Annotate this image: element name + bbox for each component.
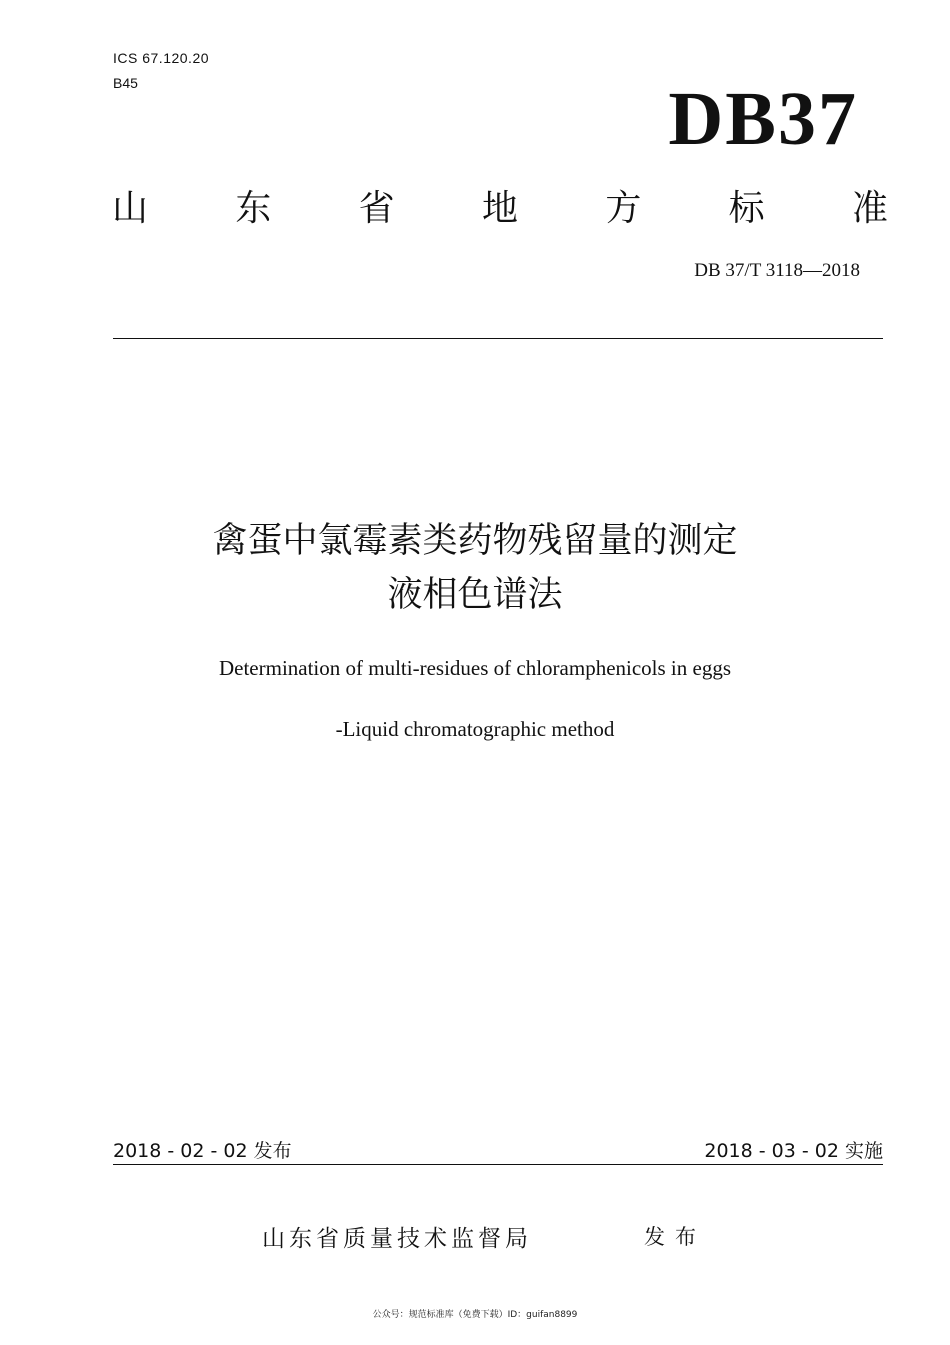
issue-date: 2018 - 02 - 02 发布 — [113, 1140, 292, 1162]
standard-type-char: 标 — [728, 188, 765, 229]
chinese-title-line-2: 液相色谱法 — [387, 575, 563, 615]
ccs-code: B45 — [113, 75, 138, 91]
issuing-authority: 山东省质量技术监督局 — [262, 1226, 532, 1252]
top-divider — [113, 338, 883, 339]
standard-type-heading — [112, 184, 888, 234]
standard-type-char: 地 — [481, 188, 518, 229]
publish-label: 发布 — [644, 1225, 706, 1249]
footer-note: 公众号：规范标准库（免费下载）ID：guifan8899 — [372, 1310, 578, 1320]
english-title-line-1: Determination of multi-residues of chloramphenicols in eggs — [218, 656, 732, 680]
ics-code: ICS 67.120.20 — [113, 50, 210, 66]
standard-type-char: 东 — [235, 188, 272, 229]
standard-mark: DB37 — [668, 77, 858, 161]
chinese-title-line-1: 禽蛋中氯霉素类药物残留量的测定 — [212, 521, 738, 561]
chinese-title — [0, 514, 950, 622]
standard-number: DB 37/T 3118—2018 — [694, 260, 860, 281]
standard-type-char: 省 — [358, 188, 395, 229]
standard-type-char: 方 — [605, 188, 642, 229]
bottom-divider — [113, 1164, 883, 1165]
standard-type-char: 准 — [851, 188, 888, 229]
english-title-line-2: -Liquid chromatographic method — [335, 717, 615, 741]
standard-type-char: 山 — [112, 188, 149, 229]
implementation-date: 2018 - 03 - 02 实施 — [704, 1140, 883, 1162]
